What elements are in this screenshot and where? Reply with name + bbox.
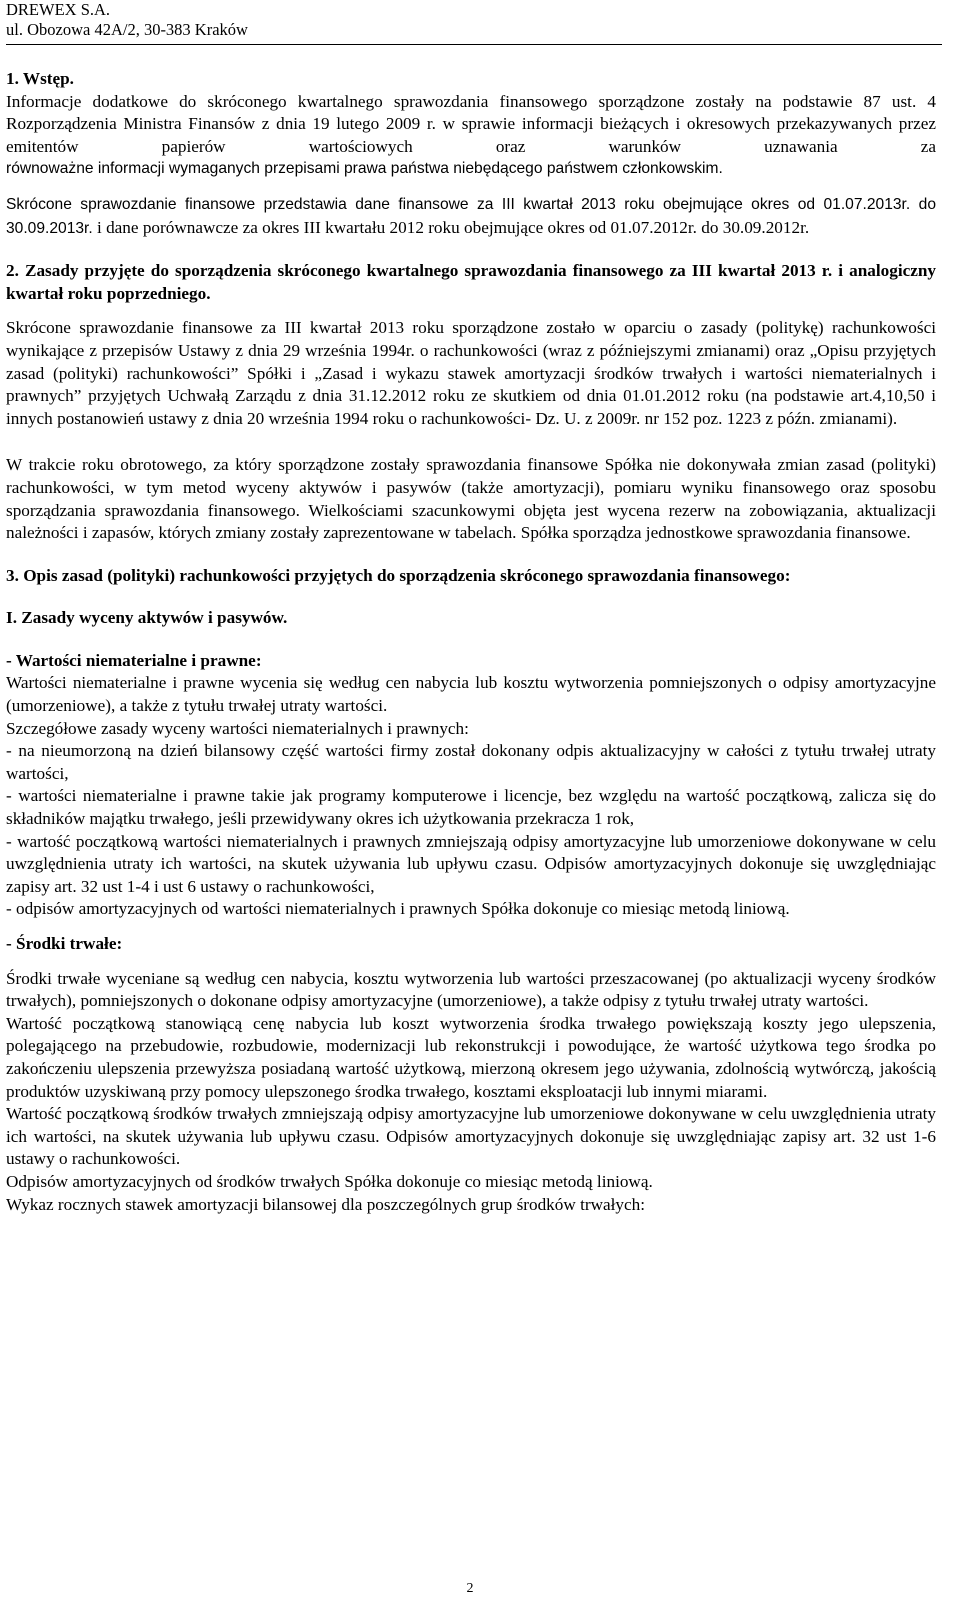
section-1-paragraph-2b: i dane porównawcze za okres III kwartału 2012 roku obejmujące okres od 01.07.2012r. do 30.09.2012r. [92,217,810,237]
header-divider [6,44,942,45]
page-number: 2 [466,1581,474,1596]
intangibles-paragraph-5: - wartość początkową wartości niematerialnych i prawnych zmniejszają odpisy amortyzacyjne lub umorzeniowe dokonywane w celu uwzględnienia utraty ich wartości, na skutek używania lub upływu czasu. Odpisów amortyzacyjnych dokonuje się uwzględniając zapisy art. 32 ust 1-4 i ust 6 ustawy o rachunkowości, [6,831,936,896]
fixed-assets-paragraph-3: Wartość początkową środków trwałych zmniejszają odpisy amortyzacyjne lub umorzeniowe dokonywane w celu uwzględnienia utraty ich wartości, na skutek używania lub upływu czasu. Odpisów amortyzacyjnych dokonuje się uwzględniając zapisy art. 32 ust 1-6 ustawy o rachunkowości. [6,1104,936,1169]
company-name: DREWEX S.A. [6,0,111,19]
fixed-assets-paragraph-4: Odpisów amortyzacyjnych od środków trwałych Spółka dokonuje co miesiąc metodą liniową. [6,1171,653,1191]
section-2-title: 2. Zasady przyjęte do sporządzenia skróconego kwartalnego sprawozdania finansowego za III kwartał 2013 r. i analogiczny kwartał roku poprzedniego. [6,261,936,303]
section-1-paragraph-2 [6,193,936,240]
section-3-subtitle-valuation: I. Zasady wyceny aktywów i pasywów. [6,608,288,628]
intangibles-paragraph-2: Szczegółowe zasady wyceny wartości niematerialnych i prawnych: [6,718,469,738]
section-1-title: 1. Wstęp. [6,69,74,88]
document-body [6,68,936,1216]
fixed-assets-paragraph-1: Środki trwałe wyceniane są według cen nabycia, kosztu wytworzenia lub wartości przeszacowanej (po aktualizacji wyceny środków trwałych), pomniejszonych o dokonane odpisy amortyzacyjne (umorzeniowe), a także odpisy z tytułu trwałej utraty wartości. [6,968,936,1011]
company-address: ul. Obozowa 42A/2, 30-383 Kraków [6,20,248,39]
intangibles-heading: - Wartości niematerialne i prawne: [6,650,262,670]
fixed-assets-heading: - Środki trwałe: [6,934,123,953]
section-1-paragraph-2a: Skrócone sprawozdanie finansowe przedstawia dane finansowe za III kwartał 2013 roku obejmujące okres od 01.07.2013r. do 30.09.2013r. [6,195,936,237]
fixed-assets-paragraph-2: Wartość początkową stanowiącą cenę nabycia lub koszt wytworzenia środka trwałego powiększają koszty jego ulepszenia, polegającego na przebudowie, rozbudowie, modernizacji lub rekonstrukcji i powodujące, że wartość użytkowa tego środka po zakończeniu ulepszenia przewyższa posiadaną wartość użytkową, mierzoną okresem jego używania, zdolnością wytwórczą, jakością produktów uzyskiwaną przy pomocy ulepszonego środka trwałego, kosztami eksploatacji lub innymi miarami. [6,1013,936,1101]
section-2-paragraph-1: Skrócone sprawozdanie finansowe za III kwartał 2013 roku sporządzone zostało w oparciu o zasady (politykę) rachunkowości wynikające z przepisów Ustawy z dnia 29 września 1994r. o rachunkowości (wraz z późniejszymi zmianami) oraz „Opisu przyjętych zasad (polityki) rachunkowości” Spółki i „Zasad i wykazu stawek amortyzacji środków trwałych i wartości niematerialnych i prawnych” przyjętych Uchwałą Zarządu z dnia 31.12.2012 roku ze skutkiem od dnia 01.01.2012 roku (na podstawie art.4,10,50 i innych postanowień ustawy z dnia 20 września 1994 roku o rachunkowości- Dz. U. z 2009r. nr 152 poz. 1223 z późn. zmianami). [6,318,936,428]
intangibles-paragraph-6: - odpisów amortyzacyjnych od wartości niematerialnych i prawnych Spółka dokonuje co miesiąc metodą liniową. [6,899,790,919]
section-1-paragraph-1a: Informacje dodatkowe do skróconego kwartalnego sprawozdania finansowego sporządzone zostały na podstawie 87 ust. 4 Rozporządzenia Ministra Finansów z dnia 19 lutego 2009 r. w sprawie informacji bieżących i okresowych przekazywanych przez emitentów papierów wartościowych oraz warunków uznawania za [6,91,936,156]
section-3-title: 3. Opis zasad (polityki) rachunkowości przyjętych do sporządzenia skróconego sprawozdania finansowego: [6,565,791,585]
intangibles-paragraph-4: - wartości niematerialne i prawne takie jak programy komputerowe i licencje, bez względu na wartość początkową, zalicza się do składników majątku trwałego, jeśli przewidywany okres ich użytkowania przekracza 1 rok, [6,786,936,829]
intangibles-paragraph-3: - na nieumorzoną na dzień bilansowy część wartości firmy został dokonany odpis aktualizacyjny w całości z tytułu trwałej utraty wartości, [6,741,936,783]
section-1-paragraph-1b: równoważne informacji wymaganych przepisami prawa państwa niebędącego państwem członkowskim. [6,160,723,178]
fixed-assets-paragraph-5: Wykaz rocznych stawek amortyzacji bilansowej dla poszczególnych grup środków trwałych: [6,1194,645,1214]
document-header [6,0,248,40]
intangibles-paragraph-1: Wartości niematerialne i prawne wycenia się według cen nabycia lub kosztu wytworzenia pomniejszonych o odpisy amortyzacyjne (umorzeniowe), a także z tytułu trwałej utraty wartości. [6,673,936,716]
section-2-paragraph-2: W trakcie roku obrotowego, za który sporządzone zostały sprawozdania finansowe Spółka nie dokonywała zmian zasad (polityki) rachunkowości, w tym metod wyceny aktywów i pasywów (także amortyzacji), pomiaru wyniku finansowego oraz sposobu sporządzania sprawozdania finansowego. Wielkościami szacunkowymi objęta jest wycena rezerw na zobowiązania, aktualizacji należności i zapasów, których zmiany zostały zaprezentowane w tabelach. Spółka sporządza jednostkowe sprawozdania finansowe. [6,455,936,543]
